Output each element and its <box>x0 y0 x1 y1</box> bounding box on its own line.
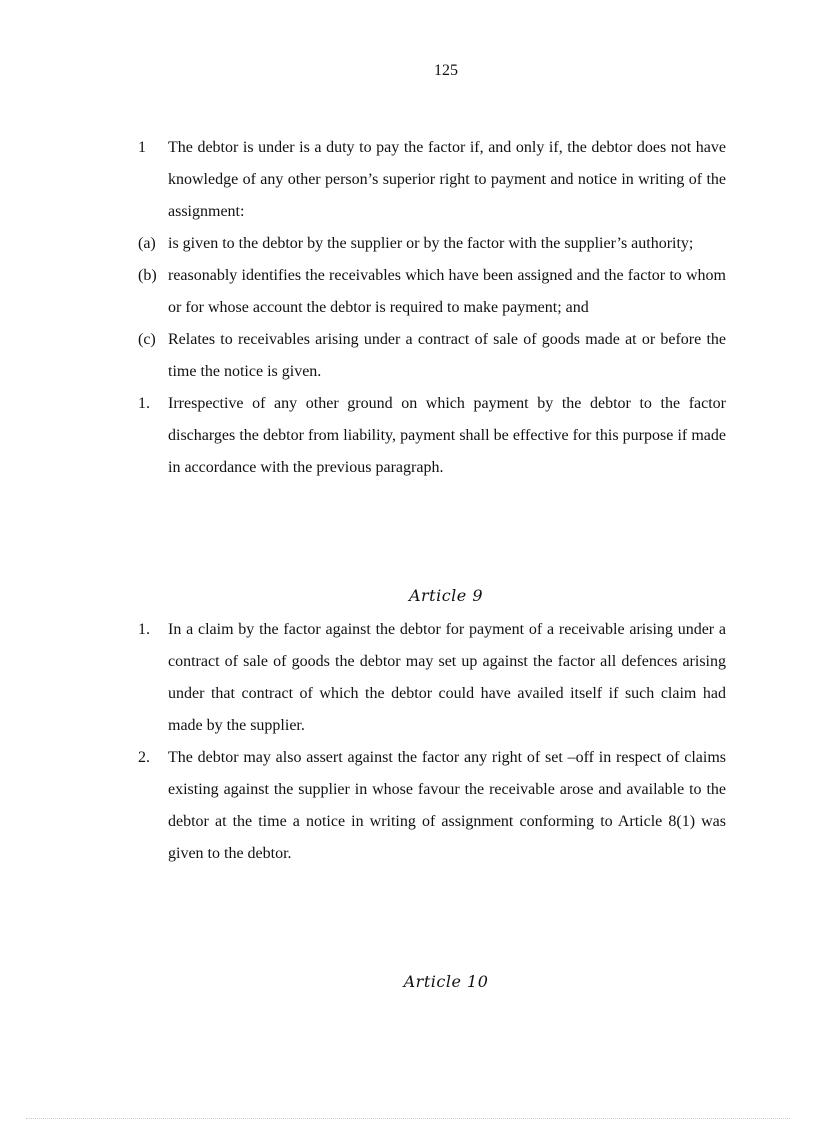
item-marker: 1 <box>138 139 146 156</box>
item-text: In a claim by the factor against the debtor for payment of a receivable arising under a contract of sale of goods the debtor may set up against the factor all defences arising under that contract of which the debtor could have availed itself if such claim had made by the supplier. <box>168 621 726 734</box>
article-8-continuation <box>138 132 726 484</box>
item-marker: (a) <box>138 235 156 252</box>
article-10-heading: Article 10 <box>403 972 489 991</box>
item-marker: 1. <box>138 395 150 412</box>
page-number: 125 <box>434 62 458 79</box>
item-text: The debtor may also assert against the factor any right of set –off in respect of claims existing against the supplier in whose favour the receivable arose and available to the debtor at the time a notice in writing of assignment conforming to Article 8(1) was given to the debtor. <box>168 749 726 862</box>
article-9-body <box>138 614 726 870</box>
list-item <box>138 260 726 324</box>
list-item <box>138 228 726 260</box>
list-item <box>138 614 726 742</box>
item-text: is given to the debtor by the supplier or by the factor with the supplier’s authority; <box>168 235 694 252</box>
item-marker: 1. <box>138 621 150 638</box>
item-text: The debtor is under is a duty to pay the factor if, and only if, the debtor does not have knowledge of any other person’s superior right to payment and notice in writing of the assignment: <box>168 139 726 220</box>
item-text: Relates to receivables arising under a contract of sale of goods made at or before the time the notice is given. <box>168 331 726 380</box>
item-marker: (c) <box>138 331 156 348</box>
item-marker: 2. <box>138 749 150 766</box>
item-text: Irrespective of any other ground on which payment by the debtor to the factor discharges the debtor from liability, payment shall be effective for this purpose if made in accordance with the previous paragraph. <box>168 395 726 476</box>
article-9-heading: Article 9 <box>408 586 484 605</box>
item-marker: (b) <box>138 267 157 284</box>
list-item <box>138 132 726 228</box>
list-item <box>138 388 726 484</box>
list-item <box>138 324 726 388</box>
item-text: reasonably identifies the receivables which have been assigned and the factor to whom or for whose account the debtor is required to make payment; and <box>168 267 726 316</box>
page-bottom-divider <box>26 1118 790 1119</box>
list-item <box>138 742 726 870</box>
